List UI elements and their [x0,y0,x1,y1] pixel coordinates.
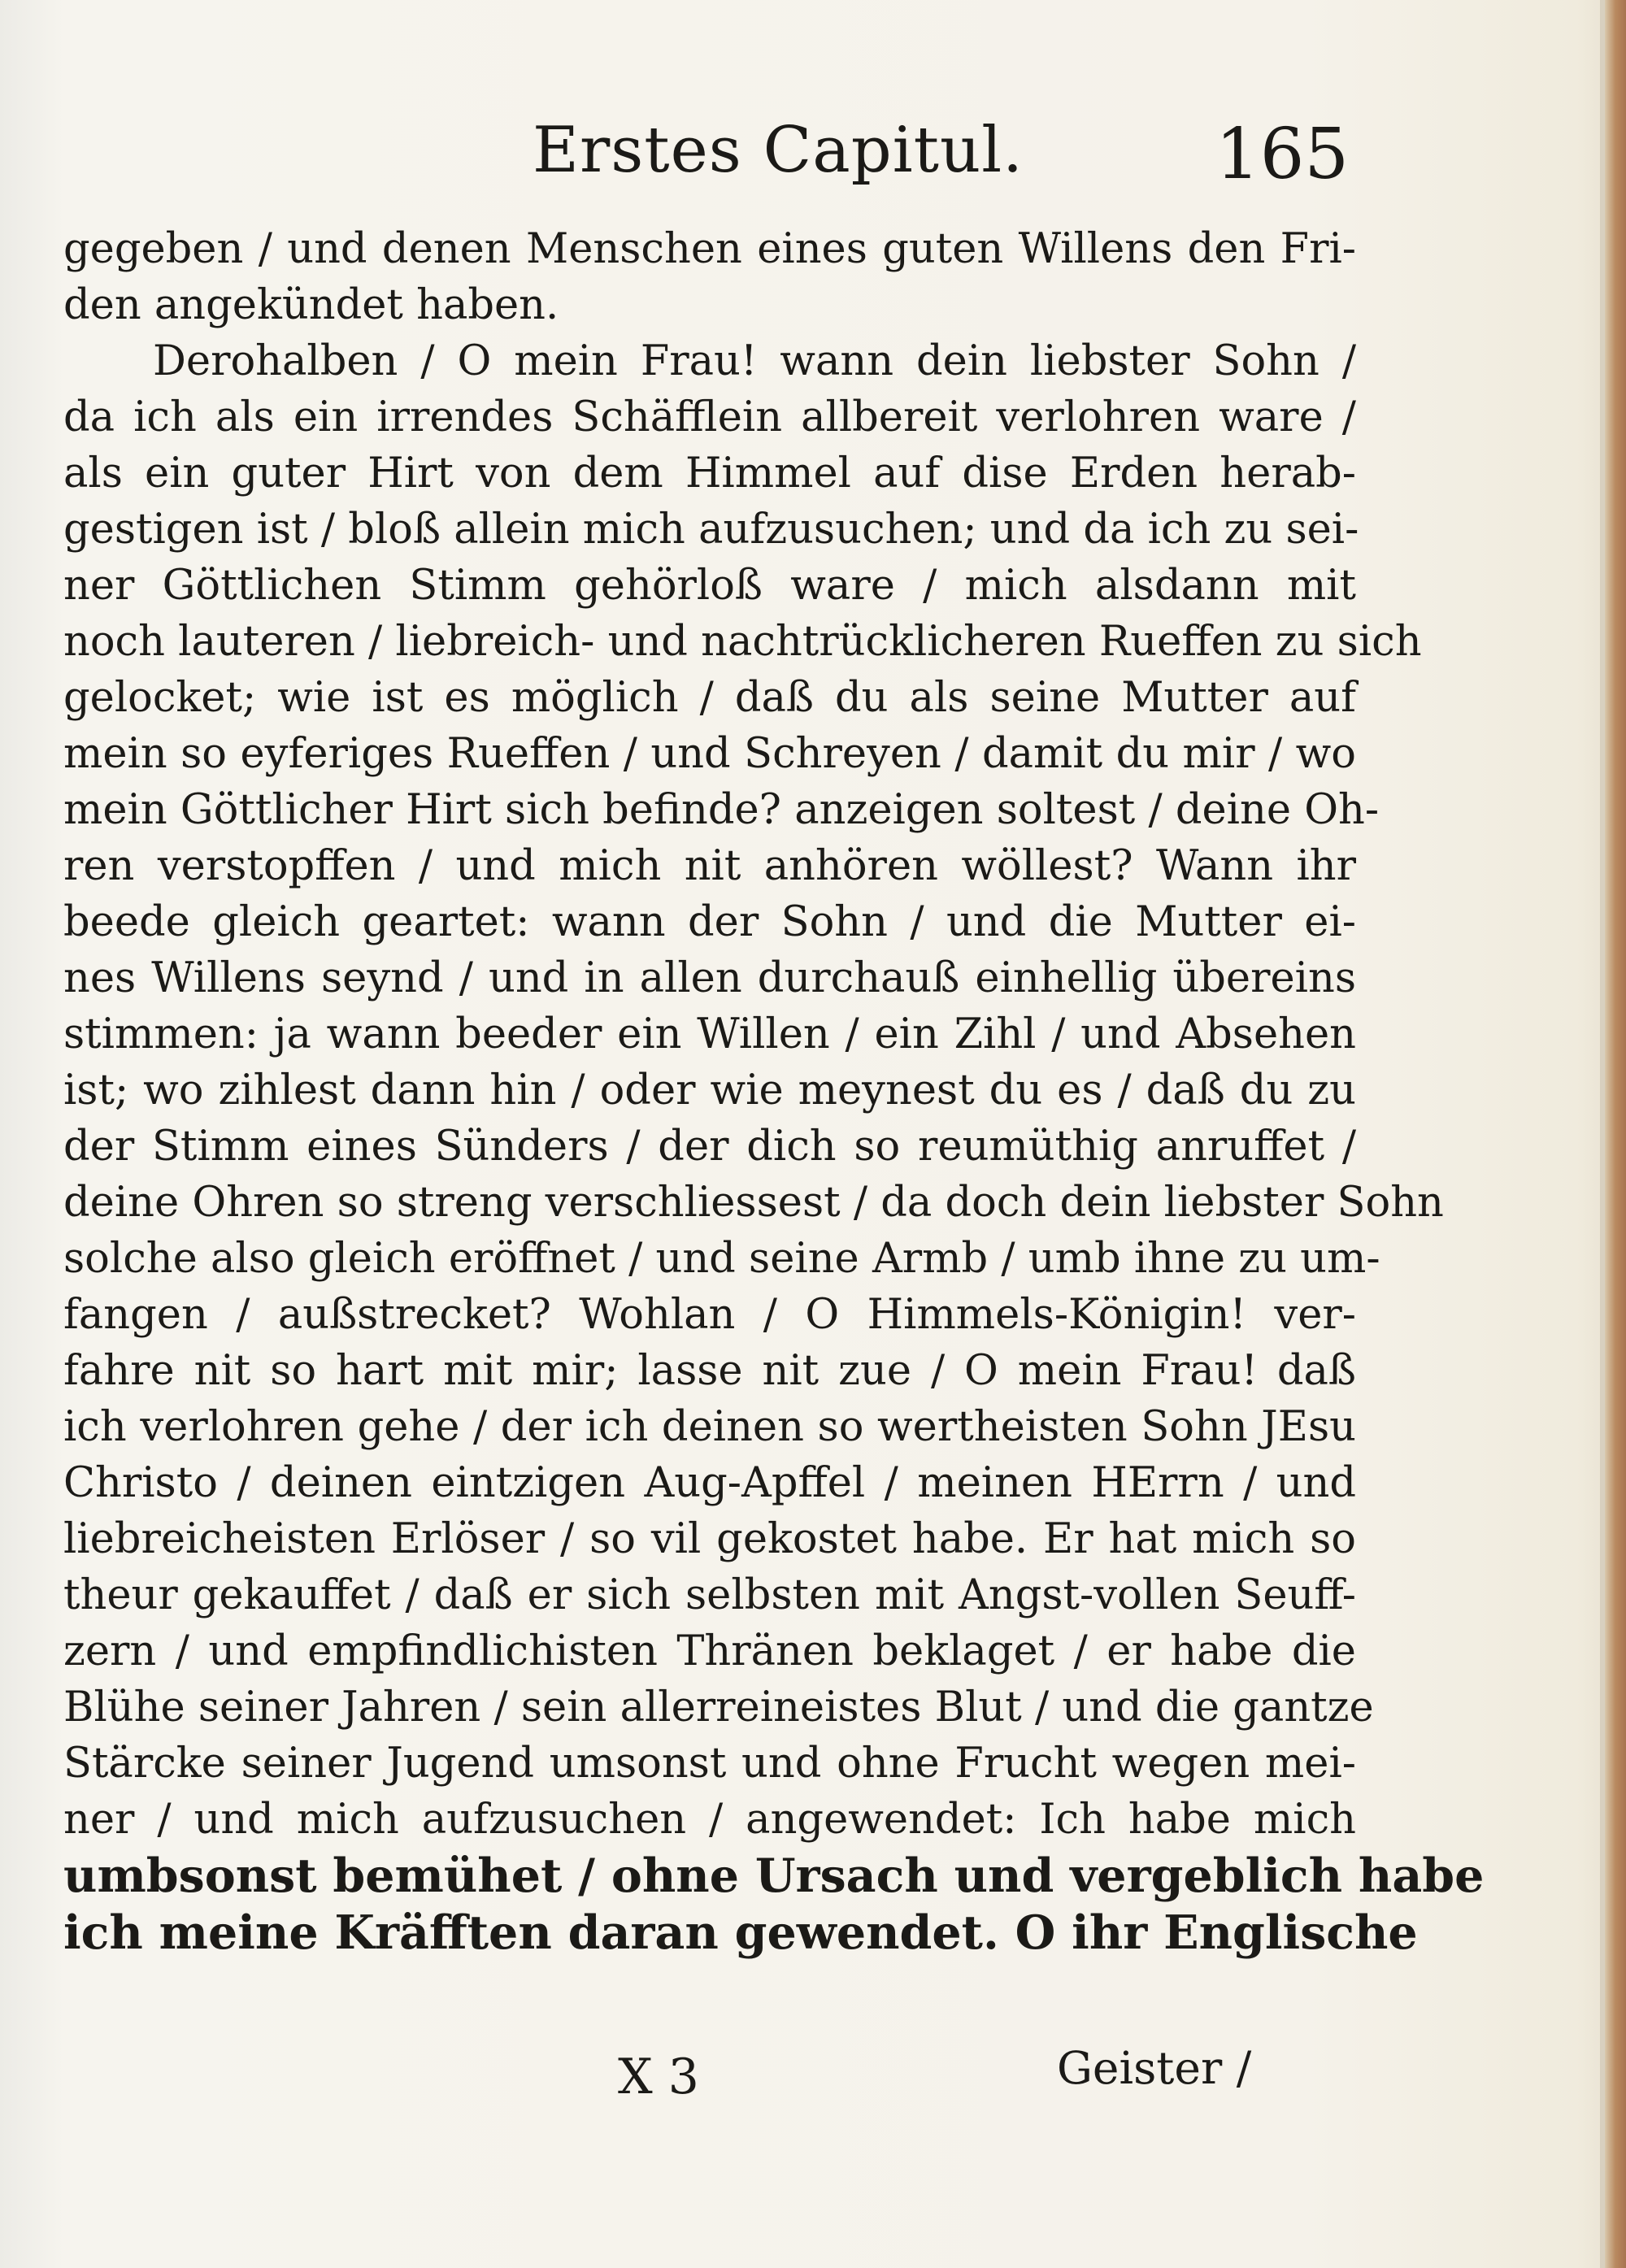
chapter-title: Erstes Capitul. [533,114,1024,187]
text-line: mein so eyferiges Rueffen / und Schreyen / damit du mir / wo [63,730,1356,778]
text-line: ner / und mich aufzusuchen / angewendet: Ich habe mich [63,1796,1356,1844]
text-line: gegeben / und denen Menschen eines guten Willens den Fri- [63,225,1356,273]
text-line: als ein guter Hirt von dem Himmel auf dise Erden herab- [63,450,1356,497]
text-line: mein Göttlicher Hirt sich befinde? anzeigen soltest / deine Oh- [63,786,1380,834]
text-line: den angekündet haben. [63,281,559,329]
text-line: Stärcke seiner Jugend umsonst und ohne Frucht wegen mei- [63,1740,1356,1788]
text-line: Christo / deinen eintzigen Aug-Apffel / meinen HErrn / und [63,1459,1356,1507]
text-line: beede gleich geartet: wann der Sohn / und die Mutter ei- [63,898,1356,946]
text-line: Derohalben / O mein Frau! wann dein liebster Sohn / [153,337,1356,385]
text-line: zern / und empfindlichisten Thränen beklaget / er habe die [63,1627,1356,1675]
book-edge [1605,0,1626,2268]
text-line: Blühe seiner Jahren / sein allerreineistes Blut / und die gantze [63,1684,1374,1731]
text-line: ner Göttlichen Stimm gehörloß ware / mich alsdann mit [63,562,1356,610]
text-line: solche also gleich eröffnet / und seine Armb / umb ihne zu um- [63,1235,1380,1283]
text-line: gelocket; wie ist es möglich / daß du als seine Mutter auf [63,674,1356,722]
signature-mark: X 3 [618,2049,699,2105]
text-line: noch lauteren / liebreich- und nachtrücklicheren Rueffen zu sich [63,618,1422,666]
body-text [63,221,1485,1962]
text-line: gestigen ist / bloß allein mich aufzusuchen; und da ich zu sei- [63,506,1359,554]
text-line: ren verstopffen / und mich nit anhören wöllest? Wann ihr [63,842,1356,890]
catchword: Geister / [1057,2042,1252,2094]
text-line: theur gekauffet / daß er sich selbsten mit Angst-vollen Seuff- [63,1571,1356,1619]
text-line-emphasis: ich meine Kräfften daran gewendet. O ihr Englische [63,1905,1418,1960]
text-line: stimmen: ja wann beeder ein Willen / ein Zihl / und Absehen [63,1010,1356,1058]
text-line: fahre nit so hart mit mir; lasse nit zue / O mein Frau! daß [63,1347,1356,1395]
text-line: da ich als ein irrendes Schäfflein allbereit verlohren ware / [63,393,1356,441]
running-head [0,114,1626,203]
text-line-emphasis: umbsonst bemühet / ohne Ursach und vergeblich habe [63,1849,1485,1903]
text-line: nes Willens seynd / und in allen durchauß einhellig übereins [63,954,1356,1002]
text-line: fangen / außstrecket? Wohlan / O Himmels-Königin! ver- [63,1291,1356,1339]
text-line: der Stimm eines Sünders / der dich so reumüthig anruffet / [63,1123,1356,1171]
page-number: 165 [1215,114,1350,195]
text-line: liebreicheisten Erlöser / so vil gekostet habe. Er hat mich so [63,1515,1356,1563]
text-line: ich verlohren gehe / der ich deinen so wertheisten Sohn JEsu [63,1403,1356,1451]
text-line: ist; wo zihlest dann hin / oder wie meynest du es / daß du zu [63,1067,1356,1114]
text-line: deine Ohren so streng verschliessest / da doch dein liebster Sohn [63,1179,1444,1227]
